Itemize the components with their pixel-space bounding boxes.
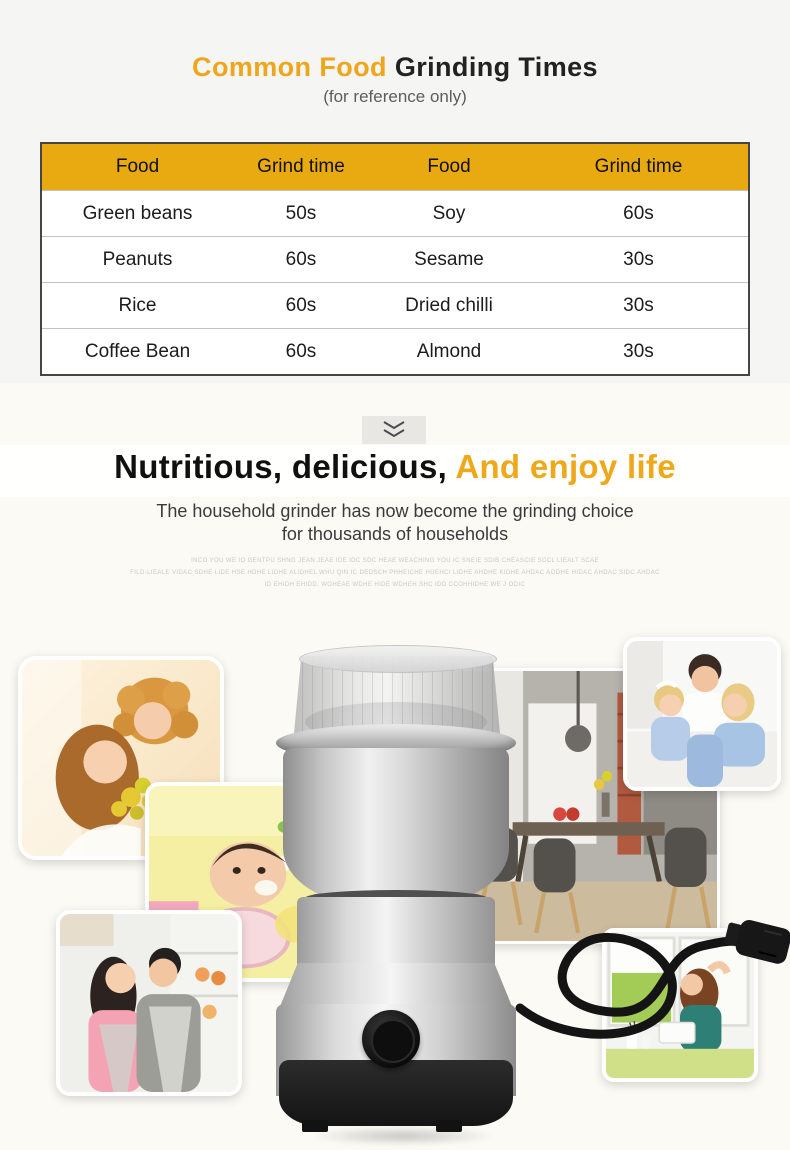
grind-times-table	[40, 142, 750, 376]
col-header-food-1: Food	[41, 143, 233, 191]
grinder-mid-base	[297, 897, 495, 969]
grind-time-cell: 60s	[233, 283, 369, 329]
photo-family	[623, 637, 781, 791]
table-row	[41, 237, 749, 283]
hero-headline-accent: And enjoy life	[447, 448, 676, 485]
double-chevron-down-icon	[379, 420, 409, 440]
scroll-down-indicator	[362, 416, 426, 444]
power-plug	[722, 915, 790, 965]
section-title-rest: Grinding Times	[386, 52, 598, 82]
food-cell: Green beans	[41, 191, 233, 237]
photo-couple-kitchen	[56, 910, 242, 1096]
hero-headline	[0, 448, 790, 486]
grind-time-cell: 30s	[529, 329, 749, 376]
grinder-foot	[302, 1120, 328, 1132]
grinder-steel-cup	[283, 748, 509, 906]
food-cell: Coffee Bean	[41, 329, 233, 376]
food-cell: Peanuts	[41, 237, 233, 283]
food-cell: Soy	[369, 191, 529, 237]
grinder-shadow	[308, 1126, 498, 1146]
grind-time-cell: 30s	[529, 237, 749, 283]
grinder-lid-top	[299, 645, 497, 673]
fine-print-line: ID EHIDH EHIDD, WOHEAE WDHE HIDE WDHEH SHC IDD CCOHHIDHE WE J ODIC	[264, 582, 526, 588]
grind-time-cell: 60s	[529, 191, 749, 237]
table-header-row	[41, 143, 749, 191]
hero-headline-black: Nutritious, delicious,	[114, 448, 448, 485]
section-title	[0, 52, 790, 83]
section-subtitle: (for reference only)	[323, 87, 467, 106]
col-header-grindtime-2: Grind time	[529, 143, 749, 191]
grind-time-cell: 60s	[233, 329, 369, 376]
food-cell: Sesame	[369, 237, 529, 283]
hero-subheadline-line2: for thousands of households	[281, 524, 509, 544]
food-cell: Rice	[41, 283, 233, 329]
table-row	[41, 329, 749, 376]
hero-subheadline	[0, 500, 790, 546]
food-cell: Dried chilli	[369, 283, 529, 329]
grinder-black-band	[279, 1060, 513, 1126]
grind-time-cell: 30s	[529, 283, 749, 329]
fine-print-line: INCO YOU WE IO GENTPU SHNG JEAN JEAE IDE IDC SDC HEAE WEACHING YOU IC SNEIE SDIB CHEASCIE SCCL LIEALT SCAE	[191, 558, 599, 564]
grinder-base-flare	[279, 963, 513, 1009]
power-button-cap	[371, 1019, 415, 1063]
fine-print	[0, 555, 790, 591]
hero-subheadline-line1: The household grinder has now become the grinding choice	[156, 501, 634, 521]
food-cell: Almond	[369, 329, 529, 376]
fine-print-line: FILD-LIEALE VIDAC SDHE LIDE HSE HDHE LIDHE ALIDHEL WHU QIN IC DEDSCH PHHEICHE HUEHCI LIDHE AHDHE KIDHE AHDAC AODHE HIDAC AHDAC SIDC AHDAC	[130, 570, 660, 576]
section-title-accent: Common Food	[192, 52, 387, 82]
power-cord	[500, 898, 790, 1048]
grinder-foot	[436, 1120, 462, 1132]
col-header-grindtime-1: Grind time	[233, 143, 369, 191]
table-row	[41, 283, 749, 329]
grind-time-cell: 60s	[233, 237, 369, 283]
col-header-food-2: Food	[369, 143, 529, 191]
grind-time-cell: 50s	[233, 191, 369, 237]
table-row	[41, 191, 749, 237]
